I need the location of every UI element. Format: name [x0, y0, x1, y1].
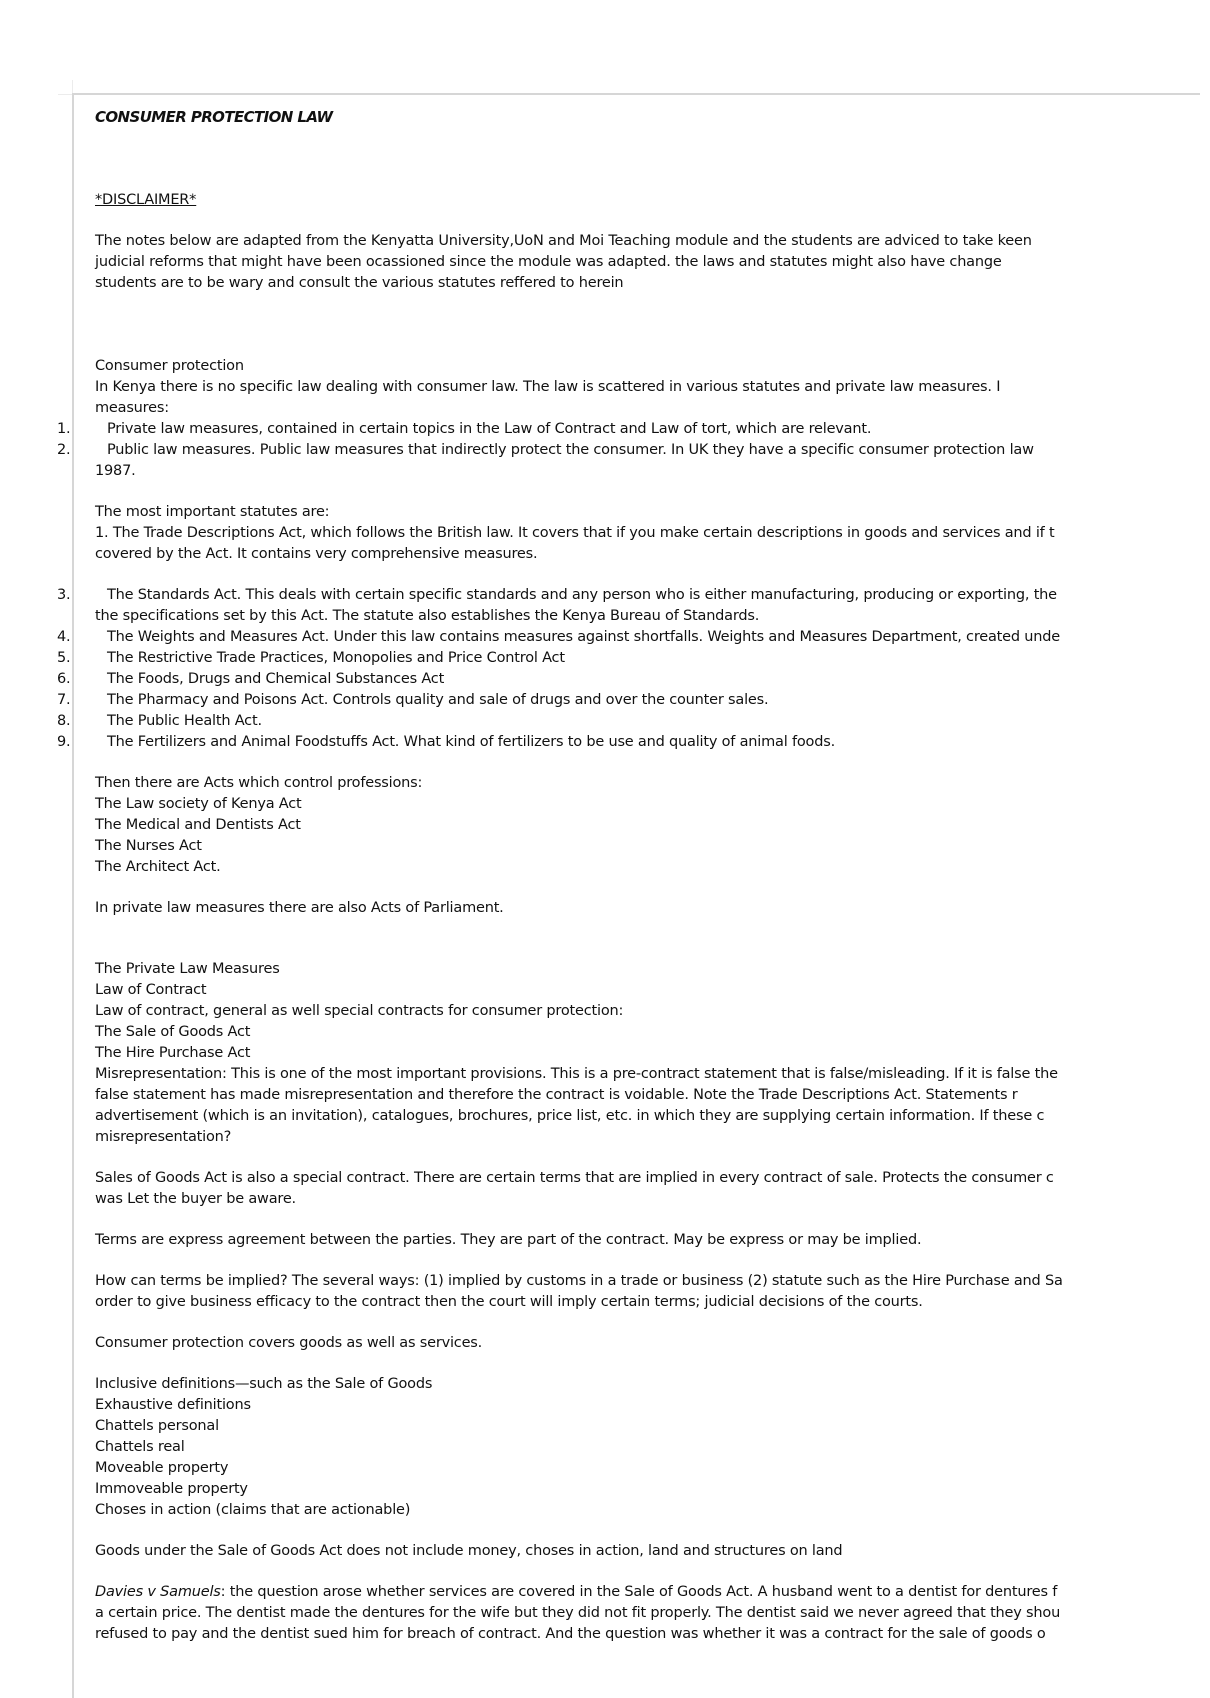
text-line: Consumer protection covers goods as well as services. [95, 1335, 483, 1351]
list-number: 1. [57, 421, 71, 437]
implied-terms-paragraph [95, 1271, 1210, 1313]
davies-case-paragraph [95, 1582, 1210, 1645]
list-number: 3. [57, 587, 71, 603]
list-item [57, 440, 1210, 461]
list-number: 5. [57, 650, 71, 666]
text-line: The Nurses Act [95, 838, 202, 854]
text-line: How can terms be implied? The several ways: (1) implied by customs in a trade or business (2) statute such as the Hire Purchase and Sa [95, 1273, 1063, 1289]
disclaimer-heading: *DISCLAIMER* [95, 192, 197, 208]
text-line: In private law measures there are also Acts of Parliament. [95, 900, 504, 916]
list-number: 6. [57, 671, 71, 687]
text-line: a certain price. The dentist made the dentures for the wife but they did not fit properly. The dentist said we never agreed that they shou [95, 1605, 1061, 1621]
definitions-list [95, 1374, 1210, 1521]
text-line: In Kenya there is no specific law dealing with consumer law. The law is scattered in various statutes and private law measures. I [95, 379, 1001, 395]
list-item [57, 732, 1210, 753]
text-line: measures: [95, 400, 169, 416]
text-line: Public law measures. Public law measures that indirectly protect the consumer. In UK they have a specific consumer protection law [107, 442, 1034, 458]
measures-list [57, 419, 1210, 461]
text-line: judicial reforms that might have been ocassioned since the module was adapted. the laws and statutes might also have change [95, 254, 1002, 270]
text-line: advertisement (which is an invitation), catalogues, brochures, price list, etc. in which they are supplying certain information. If these c [95, 1108, 1045, 1124]
text-line: Private law measures, contained in certain topics in the Law of Contract and Law of tort, which are relevant. [107, 421, 872, 437]
text-line: 1. The Trade Descriptions Act, which follows the British law. It covers that if you make certain descriptions in goods and services and if t [95, 525, 1055, 541]
text-line: The notes below are adapted from the Kenyatta University,UoN and Moi Teaching module and the students are adviced to take keen [95, 233, 1032, 249]
case-name: Davies v Samuels [95, 1584, 221, 1600]
list-item [57, 648, 1210, 669]
text-line: the specifications set by this Act. The statute also establishes the Kenya Bureau of Standards. [95, 608, 760, 624]
professions-section [95, 773, 1210, 878]
statutes-list [57, 585, 1210, 606]
text-line: Inclusive definitions—such as the Sale of Goods [95, 1376, 433, 1392]
text-line: students are to be wary and consult the various statutes reffered to herein [95, 275, 624, 291]
text-line: The Restrictive Trade Practices, Monopolies and Price Control Act [107, 650, 565, 666]
private-measures-section [95, 959, 1210, 1148]
text-line: Then there are Acts which control professions: [95, 775, 423, 791]
list-number: 9. [57, 734, 71, 750]
text-line: The Hire Purchase Act [95, 1045, 251, 1061]
statutes-section [95, 502, 1210, 565]
sales-paragraph [95, 1168, 1210, 1210]
page-corner-mark [58, 80, 73, 95]
text-line: false statement has made misrepresentation and therefore the contract is voidable. Note the Trade Descriptions Act. Statements r [95, 1087, 1018, 1103]
text-line: The Pharmacy and Poisons Act. Controls quality and sale of drugs and over the counter sales. [107, 692, 769, 708]
text-line: Terms are express agreement between the parties. They are part of the contract. May be express or may be implied. [95, 1232, 922, 1248]
text-line: The Standards Act. This deals with certain specific standards and any person who is either manufacturing, producing or exporting, the [107, 587, 1057, 603]
text-line: order to give business efficacy to the contract then the court will imply certain terms; judicial decisions of the courts. [95, 1294, 923, 1310]
text-line: was Let the buyer be aware. [95, 1191, 296, 1207]
document-title: CONSUMER PROTECTION LAW [95, 108, 333, 126]
case-text: : the question arose whether services are covered in the Sale of Goods Act. A husband went to a dentist for dentures f [220, 1584, 1058, 1600]
text-line: The Public Health Act. [107, 713, 262, 729]
document-body [57, 107, 1210, 1645]
text-line: The most important statutes are: [95, 504, 330, 520]
list-item [57, 419, 1210, 440]
list-item [57, 585, 1210, 606]
consumer-protection-section [95, 356, 1210, 419]
text-line: The Private Law Measures [95, 961, 280, 977]
text-line: Exhaustive definitions [95, 1397, 251, 1413]
text-line: Immoveable property [95, 1481, 248, 1497]
text-line: Sales of Goods Act is also a special contract. There are certain terms that are implied in every contract of sale. Protects the consumer c [95, 1170, 1054, 1186]
text-line: Law of contract, general as well special contracts for consumer protection: [95, 1003, 624, 1019]
text-line: Chattels personal [95, 1418, 219, 1434]
text-line: Moveable property [95, 1460, 229, 1476]
disclaimer-paragraph [95, 231, 1210, 294]
text-line: The Law society of Kenya Act [95, 796, 302, 812]
text-line: The Foods, Drugs and Chemical Substances Act [107, 671, 445, 687]
text-line: Choses in action (claims that are actionable) [95, 1502, 411, 1518]
text-line: The Sale of Goods Act [95, 1024, 251, 1040]
list-number: 8. [57, 713, 71, 729]
text-line: Misrepresentation: This is one of the most important provisions. This is a pre-contract statement that is false/misleading. If it is false the [95, 1066, 1058, 1082]
text-line: The Architect Act. [95, 859, 221, 875]
list-number: 4. [57, 629, 71, 645]
text-line: Chattels real [95, 1439, 185, 1455]
text-line: The Medical and Dentists Act [95, 817, 301, 833]
list-item [57, 690, 1210, 711]
text-line: covered by the Act. It contains very comprehensive measures. [95, 546, 538, 562]
text-line: The Weights and Measures Act. Under this law contains measures against shortfalls. Weights and Measures Department, created unde [107, 629, 1061, 645]
list-number: 7. [57, 692, 71, 708]
section-heading: Consumer protection [95, 358, 244, 374]
text-line: misrepresentation? [95, 1129, 232, 1145]
list-item [57, 627, 1210, 648]
text-line [95, 1582, 1210, 1603]
list-item [57, 669, 1210, 690]
list-number: 2. [57, 442, 71, 458]
text-line: 1987. [95, 463, 136, 479]
text-line: Law of Contract [95, 982, 207, 998]
statutes-list-cont [57, 627, 1210, 753]
text-line: Goods under the Sale of Goods Act does not include money, choses in action, land and structures on land [95, 1543, 843, 1559]
list-item [57, 711, 1210, 732]
text-line: refused to pay and the dentist sued him for breach of contract. And the question was whether it was a contract for the sale of goods o [95, 1626, 1046, 1642]
text-line: The Fertilizers and Animal Foodstuffs Act. What kind of fertilizers to be use and quality of animal foods. [107, 734, 835, 750]
